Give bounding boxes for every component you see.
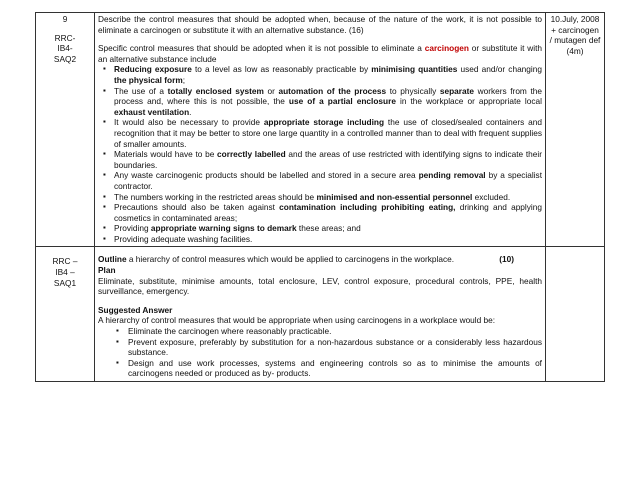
question-text: Describe the control measures that should be adopted when, because of the nature of the work, it is not possible to eliminate a carcinogen or substitute it with an alternative substance. (16) — [98, 14, 542, 35]
row-code: RRC- IB4- SAQ2 — [53, 32, 77, 64]
suggested-answer-label: Suggested Answer — [98, 304, 173, 315]
question-text: Outline a hierarchy of control measures which would be applied to carcinogens in the workplace. (10) — [98, 254, 514, 265]
list-item: ▪ Eliminate the carcinogen where reasonably practicable. — [98, 326, 542, 337]
date-text: 10.July, 2008 + carcinogen / mutagen def (4m) — [549, 14, 601, 56]
row-number-cell — [36, 13, 95, 247]
list-item: ▪ Providing appropriate warning signs to demark these areas; and — [98, 223, 542, 234]
answer-table — [35, 12, 605, 382]
list-item: ▪ Providing adequate washing facilities. — [98, 234, 542, 245]
row-number-cell — [36, 247, 95, 382]
list-item: ▪ It would also be necessary to provide appropriate storage including the use of closed/sealed containers and recognition that it may be better to store one large quantity in a controlled manner than to deal with frequent supplies of smaller amounts. — [98, 117, 542, 149]
marks-label: (10) — [499, 254, 514, 265]
list-item: ▪ Reducing exposure to a level as low as reasonably practicable by minimising quantities used and/or changing the physical form; — [98, 64, 542, 85]
table-row — [36, 247, 605, 382]
date-cell — [546, 247, 605, 382]
plan-label: Plan — [98, 265, 116, 276]
list-item: ▪ Design and use work processes, systems and engineering controls so as to minimise the amounts of carcinogens needed or produced as by- products. — [98, 358, 542, 379]
answer-list — [98, 326, 542, 379]
list-item: ▪ Prevent exposure, preferably by substitution for a non-hazardous substance or a considerably less hazardous substance. — [98, 337, 542, 358]
list-item: ▪ The numbers working in the restricted areas should be minimised and non-essential personnel excluded. — [98, 192, 542, 203]
table-row — [36, 13, 605, 247]
control-measures-list — [98, 64, 542, 244]
row-number: 9 — [62, 14, 68, 24]
list-item: ▪ Precautions should also be taken against contamination including prohibiting eating, drinking and applying cosmetics in contaminated areas; — [98, 202, 542, 223]
list-item: ▪ The use of a totally enclosed system or automation of the process to physically separate workers from the process and, where this is not possible, the use of a partial enclosure in the workplace or appropriate local exhaust ventilation. — [98, 86, 542, 118]
list-item: ▪ Any waste carcinogenic products should be labelled and stored in a secure area pending removal by a specialist contractor. — [98, 170, 542, 191]
content-cell — [95, 247, 546, 382]
content-cell — [95, 13, 546, 247]
plan-text: Eliminate, substitute, minimise amounts, total enclosure, LEV, control exposure, procedural controls, PPE, health surveillance, emergency. — [98, 275, 542, 297]
row-code: RRC – IB4 – SAQ1 — [52, 256, 78, 288]
date-cell — [546, 13, 605, 247]
list-item: ▪ Materials would have to be correctly labelled and the areas of use restricted with identifying signs to indicate their boundaries. — [98, 149, 542, 170]
intro-text: Specific control measures that should be adopted when it is not possible to eliminate a carcinogen or substitute it with an alternative substance include — [98, 43, 543, 64]
answer-intro: A hierarchy of control measures that would be appropriate when using carcinogens in a workplace would be: — [98, 315, 496, 326]
